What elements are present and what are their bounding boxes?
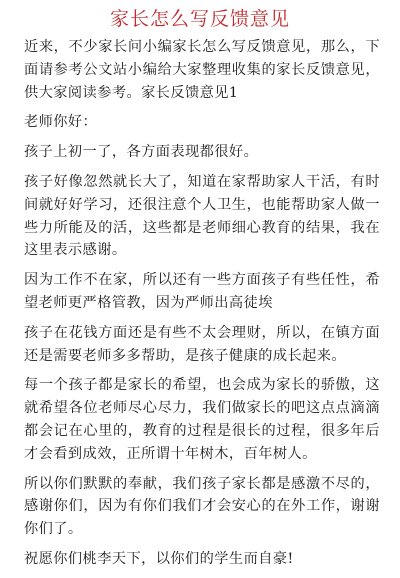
salutation-paragraph: 老师你好： [24, 114, 98, 131]
document-title: 家长怎么写反馈意见 [109, 8, 290, 30]
body-paragraph: 孩子在花钱方面还是有些不太会理财，所以，在镇方面还是需要老师多多帮助，是孩子健康的成长起来。 [24, 324, 380, 364]
document-body [24, 36, 380, 578]
intro-paragraph: 近来，不少家长问小编家长怎么写反馈意见，那么，下面请参考公文站小编给大家整理收集的家长反馈意见，供大家阅读参考。家长反馈意见1 [24, 39, 380, 101]
closing-paragraph: 祝愿你们桃李天下，以你们的学生而自豪! [24, 550, 294, 567]
body-paragraph: 每一个孩子都是家长的希望，也会成为家长的骄傲，这就希望各位老师尽心尽力，我们做家长的吧这点点滴滴都会记在心里的，教育的过程是很长的过程，很多年后才会看到成效，正所谓十年树木，百年树人。 [24, 377, 380, 462]
body-paragraph: 孩子好像忽然就长大了，知道在家帮助家人干活，有时间就好好学习，还很注意个人卫生，也能帮助家人做一些力所能及的活，这些都是老师细心教育的结果，我在这里表示感谢。 [24, 173, 380, 259]
body-paragraph: 孩子上初一了，各方面表现都很好。 [24, 144, 259, 161]
body-paragraph: 因为工作不在家，所以还有一些方面孩子有些任性，希望老师更严格管教，因为严师出高徒埃 [24, 272, 380, 311]
body-paragraph: 所以你们默默的奉献，我们孩子家长都是感激不尽的，感谢你们，因为有你们我们才会安心的在外工作，谢谢你们了。 [24, 475, 380, 538]
